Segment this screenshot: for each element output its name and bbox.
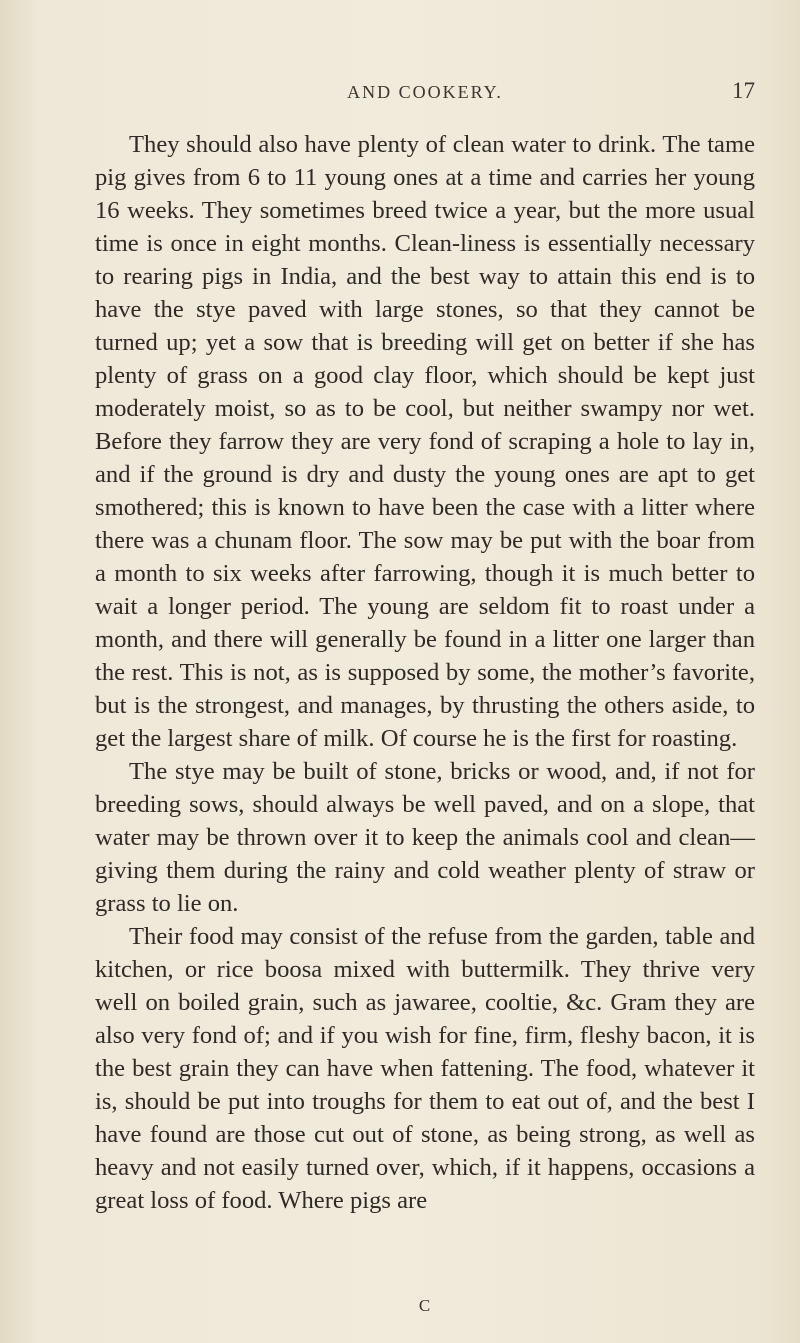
body-text xyxy=(95,128,755,1217)
paragraph-2: The stye may be built of stone, bricks or wood, and, if not for breeding sows, should always be well paved, and on a slope, that water may be thrown over it to keep the animals cool and clean—giving them during the rainy and cold weather plenty of straw or grass to lie on. xyxy=(95,758,755,917)
page-header xyxy=(95,78,755,112)
page-number: 17 xyxy=(732,78,755,103)
signature-mark: C xyxy=(418,1296,432,1315)
paragraph-1: They should also have plenty of clean water to drink. The tame pig gives from 6 to 11 young ones at a time and carries her young 16 weeks. They sometimes breed twice a year, but the more usual time is once in eight months. Clean-liness is essentially necessary to rearing pigs in India, and the best way to attain this end is to have the stye paved with large stones, so that they cannot be turned up; yet a sow that is breeding will get on better if she has plenty of grass on a good clay floor, which should be kept just moderately moist, so as to be cool, but neither swampy nor wet. Before they farrow they are very fond of scraping a hole to lay in, and if the ground is dry and dusty the young ones are apt to get smothered; this is known to have been the case with a litter where there was a chunam floor. The sow may be put with the boar from a month to six weeks after farrowing, though it is much better to wait a longer period. The young are seldom fit to roast under a month, and there will generally be found in a litter one larger than the rest. This is not, as is supposed by some, the mother’s favorite, but is the strongest, and manages, by thrusting the others aside, to get the largest share of milk. Of course he is the first for roasting. xyxy=(95,131,755,752)
paragraph-3: Their food may consist of the refuse from the garden, table and kitchen, or rice boosa mixed with buttermilk. They thrive very well on boiled grain, such as jawaree, cooltie, &c. Gram they are also very fond of; and if you wish for fine, firm, fleshy bacon, it is the best grain they can have when fattening. The food, whatever it is, should be put into troughs for them to eat out of, and the best I have found are those cut out of stone, as being strong, as well as heavy and not easily turned over, which, if it happens, occasions a great loss of food. Where pigs are xyxy=(95,923,755,1214)
running-head: AND COOKERY. xyxy=(347,82,503,102)
